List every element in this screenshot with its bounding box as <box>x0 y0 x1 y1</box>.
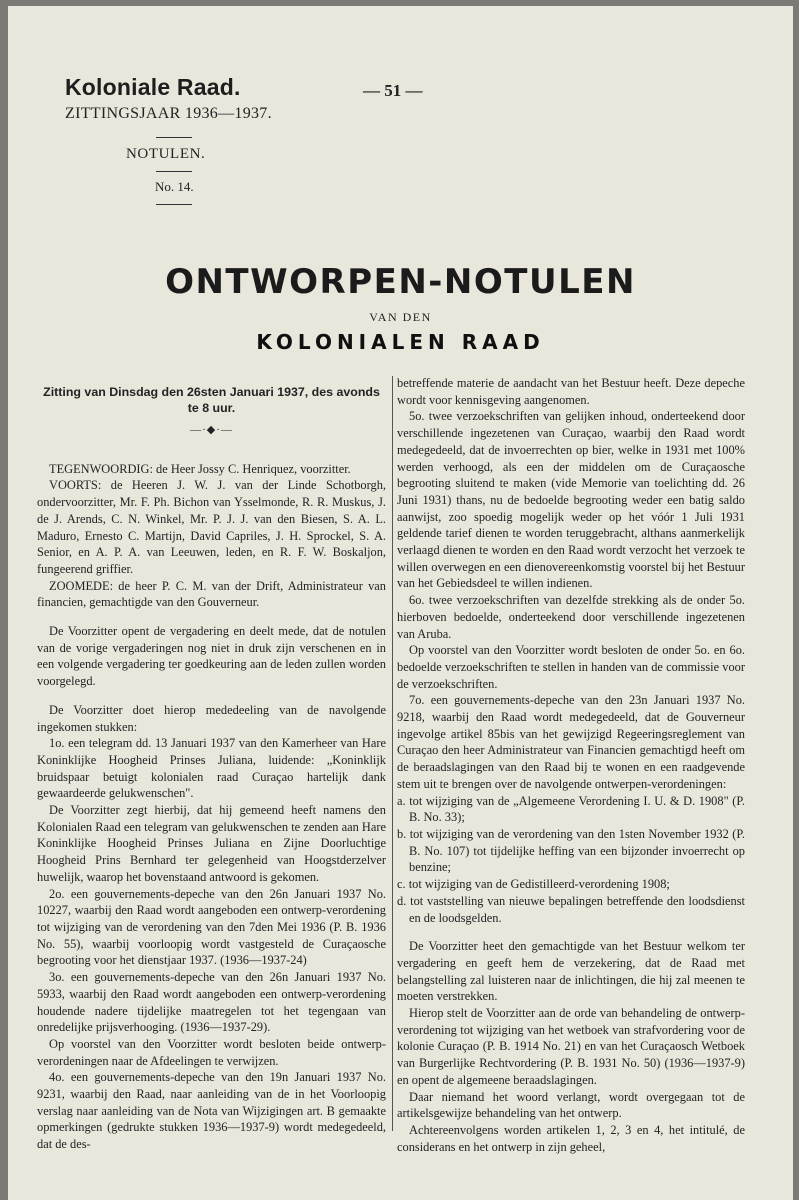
council-name: KOLONIALEN RAAD <box>256 330 545 354</box>
paragraph: 6o. twee verzoekschriften van dezelfde strekking als de onder 5o. hierboven bedoelde, onderteekend door verschillende ingezetenen van Aruba. <box>397 593 745 641</box>
list-item: a. tot wijziging van de „Algemeene Verordening I. U. & D. 1908" (P. B. No. 33); <box>397 793 745 825</box>
publication-title: Koloniale Raad. <box>65 74 241 100</box>
paragraph: Hierop stelt de Voorzitter aan de orde van behandeling de ontwerp-verordening tot wijziging van het wetboek van strafvordering voor de kolonie Curaçao (P. B. 1914 No. 21) en van het Curaçaosch Wetboek van Burgerlijke Rechtvordering (P. B. 1931 No. 50) (1936—1937-9) en opent de algemeene beraadslagingen. <box>397 1006 745 1087</box>
issue-number: No. 14. <box>155 179 194 194</box>
paragraph: 5o. twee verzoekschriften van gelijken inhoud, onderteekend door verschillende ingezetenen van Curaçao, waarbij den Raad wordt medegedeeld, dat de invoerrechten op bier, welke in 1931 met 100% werden verhoogd, als een der middelen om de Curaçaosche begrooting sluitend te maken (vide Memorie van toelichting dd. 26 Juni 1931) thans, nu de bedoelde begrooting weder een batig saldo aanwijst, zoo spoedig mogelijk weder op het vóór 1 Juli 1931 geldende tarief dienen te worden teruggebracht, althans aanmerkelijk verlaagd dienen te worden en den Raad wordt verzocht het verzoek te willen overwegen en een dienovereenkomstig voorstel bij het Bestuur van het Gebiedsdeel te willen indienen. <box>397 409 745 591</box>
paragraph: De Voorzitter opent de vergadering en deelt mede, dat de notulen van de vorige vergaderingen nog niet in druk zijn verschenen en in een volgende vergadering ter goedkeuring aan de leden zullen worden voorgelegd. <box>37 624 386 689</box>
page-number: — 51 — <box>363 81 423 100</box>
session-year: ZITTINGSJAAR 1936—1937. <box>65 105 272 122</box>
list-item: b. tot wijziging van de verordening van den 1sten November 1932 (P. B. No. 107) tot tijdelijke heffing van een bijzonder invoerrecht op benzine; <box>397 826 745 875</box>
paragraph: 2o. een gouvernements-depeche van den 26n Januari 1937 No. 10227, waarbij den Raad wordt aangeboden een ontwerp-verordening tot wijziging van de verordening van den 7den Mei 1936 (P. B. 1936 No. 55), waarbij voorloopig wordt vastgesteld de Curaçaosche begrooting voor het dienstjaar 1937. (1936—1937-24) <box>37 886 386 968</box>
paragraph: Op voorstel van den Voorzitter wordt besloten de onder 5o. en 6o. bedoelde verzoekschriften te stellen in handen van de commissie voor de verzoekschriften. <box>397 643 745 691</box>
paragraph: 4o. een gouvernements-depeche van den 19n Januari 1937 No. 9231, waarbij den Raad, naar aanleiding van de in het Voorloopig verslag naar aanleiding van de Nota van Wijzigingen art. B gemaakte opmerkingen (gedrukte stukken 1936—1937-9) wordt medegedeeld, dat de des- <box>37 1070 386 1152</box>
session-heading: Zitting van Dinsdag den 26sten Januari 1937, des avonds te 8 uur. <box>43 385 380 415</box>
right-column <box>397 375 745 1155</box>
main-heading: ONTWORPEN-NOTULEN <box>165 262 636 302</box>
list-item: c. tot wijziging van de Gedistilleerd-verordening 1908; <box>397 877 670 892</box>
paragraph: Daar niemand het woord verlangt, wordt overgegaan tot de artikelsgewijze behandeling van het ontwerp. <box>397 1089 745 1121</box>
paragraph: De Voorzitter heet den gemachtigde van het Bestuur welkom ter vergadering en geeft hem de verzekering, dat de Raad met belangstelling zal luisteren naar de inlichtingen, die hij zal meenen te moeten verstrekken. <box>397 939 745 1004</box>
ornament: —·◆·— <box>190 424 233 436</box>
section-label: NOTULEN. <box>126 146 206 162</box>
paragraph: Achtereenvolgens worden artikelen 1, 2, 3 en 4, het intitulé, de considerans en het ontwerp in zijn geheel, <box>397 1122 745 1154</box>
divider <box>156 137 192 138</box>
divider <box>156 204 192 205</box>
paragraph: De Voorzitter zegt hierbij, dat hij gemeend heeft namens den Kolonialen Raad een telegram van gelukwenschen te zenden aan Hare Koninklijke Hoogheid Prinses Juliana en Zijne Doorluchtige Hoogheid Prins Bernhard ter gelegenheid van Hoogstderzelver huwelijk, waarop het bovenstaand antwoord is gekomen. <box>37 803 386 884</box>
column-divider <box>392 376 393 1131</box>
paragraph: Op voorstel van den Voorzitter wordt besloten beide ontwerp-verordeningen naar de Afdeelingen te verwijzen. <box>37 1036 386 1068</box>
paragraph: De Voorzitter doet hierop mededeeling van de navolgende ingekomen stukken: <box>37 702 386 734</box>
heading-connector: VAN DEN <box>369 310 432 324</box>
list-item: d. tot vaststelling van nieuwe bepalingen betreffende den loodsdienst en de loodsgelden. <box>397 893 745 925</box>
paragraph: TEGENWOORDIG: de Heer Jossy C. Henriquez, voorzitter. <box>49 461 351 476</box>
left-column <box>37 384 386 1153</box>
paragraph: 7o. een gouvernements-depeche van den 23n Januari 1937 No. 9218, waarbij den Raad wordt medegedeeld, dat de Gouverneur ingevolge artikel 85bis van het gewijzigd Regeeringsreglement van Curaçao den heer Administrateur van Financien gemachtigd heeft om de beraadslagingen van den Raad bij te wonen en een raadgevende stem uit te brengen over de navolgende ontwerpen-verordeningen: <box>397 693 745 791</box>
paragraph: 1o. een telegram dd. 13 Januari 1937 van den Kamerheer van Hare Koninklijke Hoogheid Prinses Juliana, luidende: „Koninklijk bruidspaar betuigt kolonialen raad Curaçao hartelijk dank gewaardeerde gelukwenschen". <box>37 736 386 801</box>
divider <box>156 171 192 172</box>
paragraph: ZOOMEDE: de heer P. C. M. van der Drift, Administrateur van financien, gemachtigde van den Gouverneur. <box>37 578 386 610</box>
paragraph: VOORTS: de Heeren J. W. J. van der Linde Schotborgh, ondervoorzitter, Mr. F. Ph. Bichon van Ysselmonde, R. R. Muskus, J. de J. Arends, C. N. Winkel, Mr. P. J. J. van den Biesen, S. A. L. Maduro, Ernesto C. Martijn, David Capriles, J. H. Sprockel, S. A. Senior, en A. P. A. van Leeuwen, leden, en R. F. W. Boskaljon, fungeerend griffier. <box>37 478 386 576</box>
paragraph: betreffende materie de aandacht van het Bestuur heeft. Deze depeche wordt voor kennisgeving aangenomen. <box>397 376 745 407</box>
paragraph: 3o. een gouvernements-depeche van den 26n Januari 1937 No. 5933, waarbij den Raad wordt aangeboden een ontwerp-verordening houdende nadere tijdelijke maatregelen tot het tegengaan van onredelijke prijsverhooging. (1936—1937-29). <box>37 970 386 1035</box>
document-page <box>8 6 793 1200</box>
